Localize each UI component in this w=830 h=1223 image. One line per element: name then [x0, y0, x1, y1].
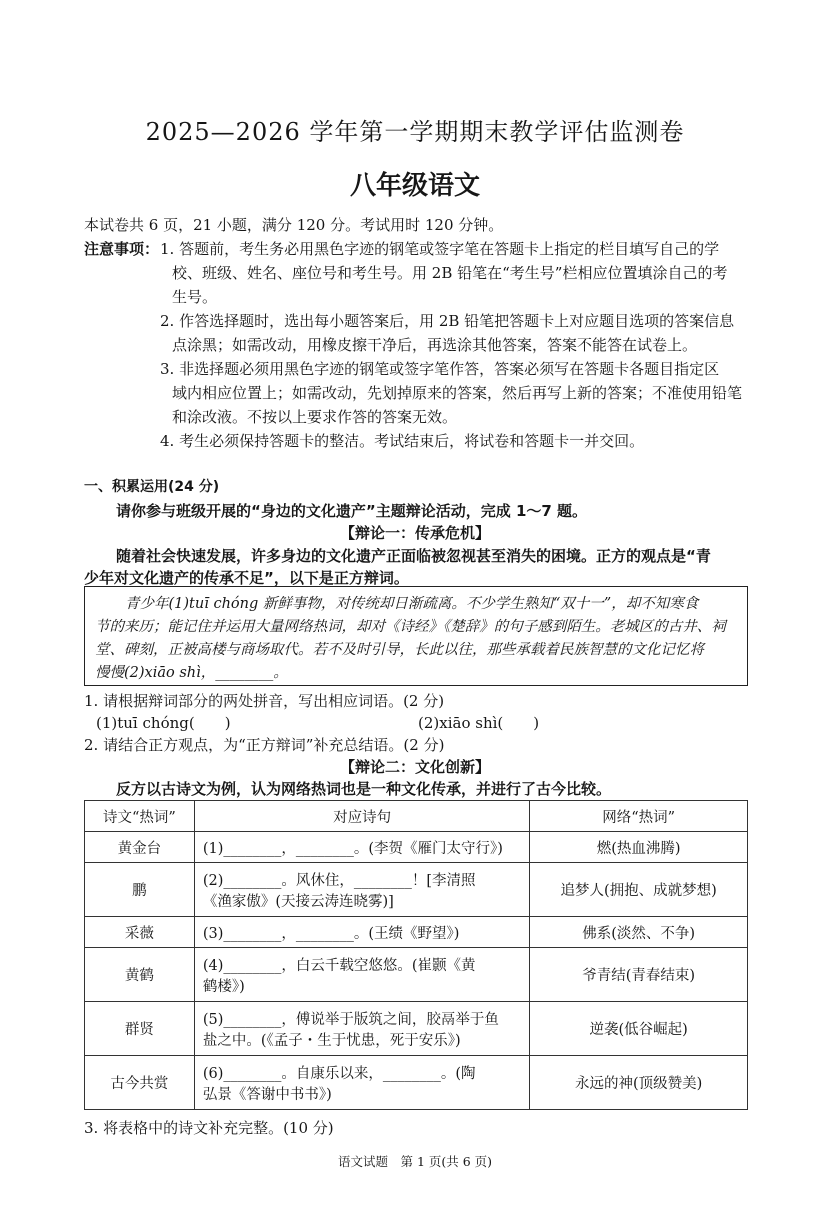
poem-line-cell[interactable] — [194, 917, 529, 948]
hot-word-cell: 黄鹤 — [85, 948, 195, 1002]
section-heading: 一、积累运用(24 分) — [84, 479, 220, 495]
question-1-blank-a[interactable]: (1)tuī chóng( ) — [96, 714, 231, 732]
table-row — [85, 948, 748, 1002]
hot-word-cell: 采薇 — [85, 917, 195, 948]
poem-line: 弘景《答谢中书书》) — [202, 1086, 332, 1103]
exam-subject: 八年级语文 — [349, 171, 480, 201]
poem-line: 鹤楼》) — [202, 978, 245, 995]
net-word-cell: 永远的神(顶级赞美) — [530, 1056, 748, 1110]
poem-line-cell[interactable] — [194, 832, 529, 863]
debate2-paragraph: 反方以古诗文为例，认为网络热词也是一种文化传承，并进行了古今比较。 — [116, 780, 612, 798]
notice-line: 点涂黑；如需改动，用橡皮擦干净后，再选涂其他答案，答案不能答在试卷上。 — [172, 336, 698, 354]
hot-word-cell: 鹏 — [85, 863, 195, 917]
exam-intro: 本试卷共 6 页，21 小题，满分 120 分。考试用时 120 分钟。 — [84, 216, 504, 234]
notice-line: 校、班级、姓名、座位号和考生号。用 2B 铅笔在“考生号”栏相应位置填涂自己的考 — [172, 264, 728, 282]
notice-line: 1. 答题前，考生务必用黑色字迹的钢笔或签字笔在答题卡上指定的栏目填写自己的学 — [160, 240, 720, 258]
poem-line: 盐之中。(《孟子・生于忧患，死于安乐》) — [202, 1032, 461, 1049]
notice-line: 域内相应位置上；如需改动，先划掉原来的答案，然后再写上新的答案；不准使用铅笔 — [172, 384, 743, 402]
poem-line: (2)________。风休住，________！[李清照 — [202, 872, 476, 889]
table-row — [85, 832, 748, 863]
poem-line: (6)________。自康乐以来，________。(陶 — [202, 1065, 476, 1082]
poem-line-cell[interactable] — [194, 1056, 529, 1110]
debate1-paragraph: 随着社会快速发展，许多身边的文化遗产正面临被忽视甚至消失的困境。正方的观点是“青 — [116, 547, 711, 565]
notice-line: 4. 考生必须保持答题卡的整洁。考试结束后，将试卷和答题卡一并交回。 — [160, 432, 645, 450]
table-row — [85, 917, 748, 948]
speech-line: 青少年(1)tuī chóng 新鲜事物，对传统却日渐疏离。不少学生熟知“双十一”，却不知寒食 — [125, 596, 699, 612]
debate1-paragraph: 少年对文化遗产的传承不足”，以下是正方辩词。 — [84, 569, 409, 587]
table-header-row — [85, 801, 748, 832]
hot-word-cell: 群贤 — [85, 1002, 195, 1056]
notice-line: 2. 作答选择题时，选出每小题答案后，用 2B 铅笔把答题卡上对应题目选项的答案信息 — [160, 312, 735, 330]
speech-line: 慢慢(2)xiāo shì，________。 — [95, 665, 288, 681]
notice-line: 和涂改液。不按以上要求作答的答案无效。 — [172, 408, 458, 426]
exam-title: 2025—2026 学年第一学期期末教学评估监测卷 — [145, 118, 685, 146]
page-footer: 语文试题 第 1 页(共 6 页) — [337, 1154, 493, 1169]
table-row — [85, 1002, 748, 1056]
table-row — [85, 1056, 748, 1110]
table-header: 对应诗句 — [194, 801, 529, 832]
question-1: 1. 请根据辩词部分的两处拼音，写出相应词语。(2 分) — [84, 692, 445, 710]
notice-label: 注意事项： — [84, 240, 160, 258]
hot-word-cell: 古今共赏 — [85, 1056, 195, 1110]
poem-table — [84, 800, 748, 1110]
debate1-title: 【辩论一：传承危机】 — [339, 524, 490, 542]
net-word-cell: 逆袭(低谷崛起) — [530, 1002, 748, 1056]
notice-line: 3. 非选择题必须用黑色字迹的钢笔或签字笔作答，答案必须写在答题卡各题目指定区 — [160, 360, 720, 378]
poem-line-cell[interactable] — [194, 863, 529, 917]
notice-line: 生号。 — [172, 288, 218, 306]
table-header: 诗文“热词” — [85, 801, 195, 832]
poem-line: (4)________，白云千载空悠悠。(崔颢《黄 — [202, 957, 476, 974]
poem-line-cell[interactable] — [194, 1002, 529, 1056]
question-3: 3. 将表格中的诗文补充完整。(10 分) — [84, 1119, 334, 1137]
section-task: 请你参与班级开展的“身边的文化遗产”主题辩论活动，完成 1～7 题。 — [116, 502, 588, 520]
net-word-cell: 燃(热血沸腾) — [530, 832, 748, 863]
speech-line: 节的来历；能记住并运用大量网络热词，却对《诗经》《楚辞》的句子感到陌生。老城区的古井、祠 — [95, 619, 726, 635]
poem-line: (3)________，________。(王绩《野望》) — [202, 925, 460, 942]
table-row — [85, 863, 748, 917]
poem-line: (1)________，________。(李贺《雁门太守行》) — [202, 840, 503, 857]
poem-line-cell[interactable] — [194, 948, 529, 1002]
speech-line: 堂、碑刻，正被高楼与商场取代。若不及时引导，长此以往，那些承载着民族智慧的文化记忆将 — [95, 642, 704, 658]
debate2-title: 【辩论二：文化创新】 — [339, 758, 490, 776]
net-word-cell: 佛系(淡然、不争) — [530, 917, 748, 948]
hot-word-cell: 黄金台 — [85, 832, 195, 863]
debate-speech-box — [84, 586, 748, 686]
table-header: 网络“热词” — [530, 801, 748, 832]
question-1-blank-b[interactable]: (2)xiāo shì( ) — [418, 714, 540, 732]
question-2: 2. 请结合正方观点，为“正方辩词”补充总结语。(2 分) — [84, 736, 445, 754]
poem-line: (5)________，傅说举于版筑之间，胶鬲举于鱼 — [202, 1011, 499, 1028]
net-word-cell: 爷青结(青春结束) — [530, 948, 748, 1002]
poem-line: 《渔家傲》(天接云涛连晓雾)] — [202, 893, 394, 910]
net-word-cell: 追梦人(拥抱、成就梦想) — [530, 863, 748, 917]
